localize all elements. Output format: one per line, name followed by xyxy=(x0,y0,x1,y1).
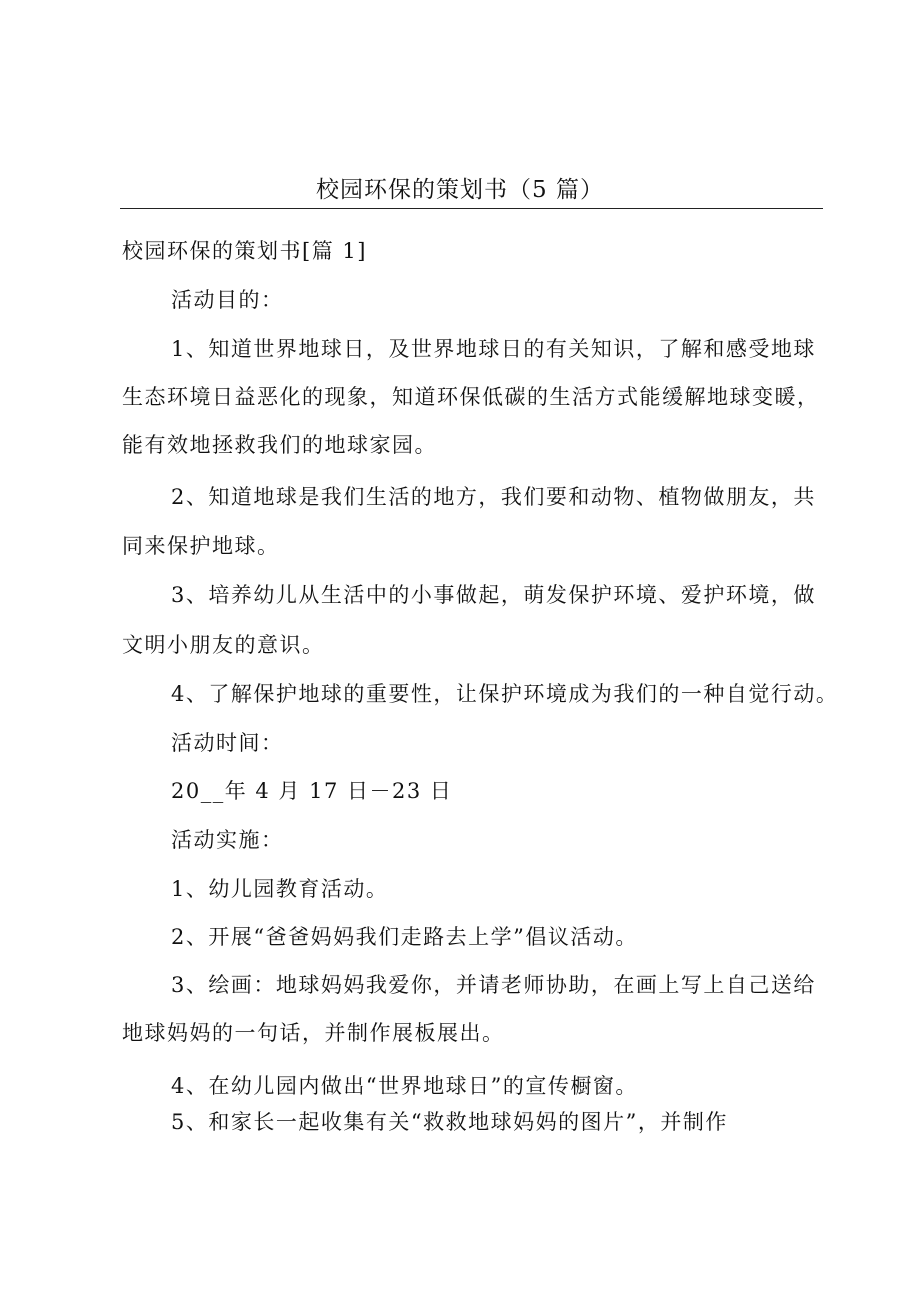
paragraph-line: 2、知道地球是我们生活的地方，我们要和动物、植物做朋友，共 xyxy=(171,485,816,509)
paragraph-line: 活动实施： xyxy=(171,828,284,852)
paragraph-line: 3、培养幼儿从生活中的小事做起，萌发保护环境、爱护环境，做 xyxy=(171,583,816,607)
paragraph-line: 1、幼儿园教育活动。 xyxy=(171,877,389,901)
paragraph-line: 3、绘画：地球妈妈我爱你，并请老师协助，在画上写上自己送给 xyxy=(171,973,816,997)
paragraph-line: 2、开展“爸爸妈妈我们走路去上学”倡议活动。 xyxy=(171,925,638,949)
paragraph-line: 能有效地拯救我们的地球家园。 xyxy=(122,433,437,457)
paragraph-line: 生态环境日益恶化的现象，知道环保低碳的生活方式能缓解地球变暖， xyxy=(122,385,820,409)
document-title: 校园环保的策划书（5 篇） xyxy=(316,177,604,203)
paragraph-line: 同来保护地球。 xyxy=(122,534,280,558)
paragraph-line: 5、和家长一起收集有关“救救地球妈妈的图片”，并制作 xyxy=(171,1110,728,1134)
paragraph-line: 活动时间： xyxy=(171,731,284,755)
title-divider xyxy=(120,208,823,209)
paragraph-line: 20__年 4 月 17 日－23 日 xyxy=(171,779,453,803)
paragraph-line: 4、在幼儿园内做出“世界地球日”的宣传橱窗。 xyxy=(171,1074,638,1098)
paragraph-line: 1、知道世界地球日，及世界地球日的有关知识，了解和感受地球 xyxy=(171,337,816,361)
section-heading: 校园环保的策划书[篇 1] xyxy=(122,239,367,263)
paragraph-line: 地球妈妈的一句话，并制作展板展出。 xyxy=(122,1021,505,1045)
paragraph-line: 活动目的： xyxy=(171,288,284,312)
paragraph-line: 4、了解保护地球的重要性，让保护环境成为我们的一种自觉行动。 xyxy=(171,682,839,706)
paragraph-line: 文明小朋友的意识。 xyxy=(122,633,325,657)
